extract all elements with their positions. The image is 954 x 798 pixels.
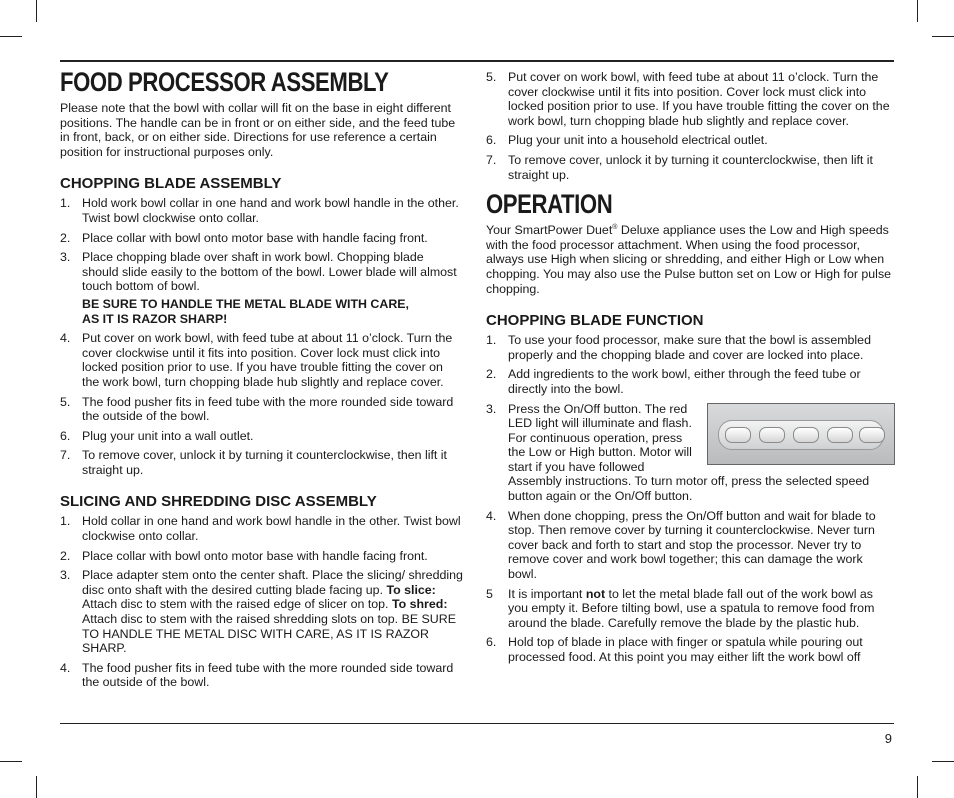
list-item: 3. Place adapter stem onto the center shaft. Place the slicing/ shredding disc onto shaft with the desired cutting blade facing up. To slice: Attach disc to stem with the raised edge of slicer on top. To shred: Attach disc to stem with the raised shredding slots on top. BE SURE TO HANDLE THE METAL DISC WITH CARE, AS IT IS RAZOR SHARP. [60,568,463,656]
left-column [60,66,463,695]
list-item: 1. Hold work bowl collar in one hand and work bowl handle in the other. Twist bowl clockwise onto collar. [60,196,459,225]
list-item: 4. When done chopping, press the On/Off button and wait for blade to stop. Then remove cover by turning it counterclockwise. Never turn cover back and forth to start and stop the processor. Never try to remove cover and work bowl together; this can damage the work bowl. [486,508,876,582]
button-icon [725,427,751,443]
crop-mark [932,36,954,37]
control-panel-photo [707,403,895,465]
blade-warning: BE SURE TO HANDLE THE METAL BLADE WITH CARE, AS IT IS RAZOR SHARP! [82,296,409,326]
assembly-continued-steps [486,70,895,182]
list-item: 6. Hold top of blade in place with finger or spatula while pouring out processed food. At this point you may either lift the work bowl off [486,635,863,664]
assembly-intro: Please note that the bowl with collar will fit on the base in eight different positions. The handle can be in front or on either side, and the feed tube in front, back, or on either side. Directions for use reference a certain position for instructional purposes only. [60,101,456,159]
chopping-function-steps [486,333,895,664]
list-item: 7. To remove cover, unlock it by turning it counterclockwise, then lift it straight up. [60,448,447,477]
button-icon [793,427,819,443]
slicing-assembly-steps [60,514,463,690]
chopping-assembly-steps [60,196,463,294]
chopping-function-heading: CHOPPING BLADE FUNCTION [486,312,704,330]
crop-mark [932,761,954,762]
list-item: 4. The food pusher fits in feed tube with the more rounded side toward the outside of the bowl. [60,660,454,690]
top-rule [60,60,894,62]
assembly-title: FOOD PROCESSOR ASSEMBLY [60,67,389,97]
list-item: 7. To remove cover, unlock it by turning it counterclockwise, then lift it straight up. [486,152,873,182]
list-item: 3. Press the On/Off button. The red LED light will illuminate and flash. For continuous operation, press the Low or High button. Motor will start if you have followed Assembly instructions. To turn motor off, press the selected speed button again or the On/Off button. [486,402,895,504]
list-item: 4. Put cover on work bowl, with feed tube at about 11 o’clock. Turn the cover clockwise until it fits into position. Cover lock must click into locked position prior to use. If you have trouble fitting the cover on the work bowl, turn chopping blade hub slightly and replace cover. [60,331,453,389]
list-item: 6. Plug your unit into a household electrical outlet. [486,133,768,148]
list-item: 2. Place collar with bowl onto motor base with handle facing front. [60,230,428,245]
list-item: 5 It is important not to let the metal blade fall out of the work bowl as you empty it. Before tilting bowl, use a spatula to remove food from around the blade. Carefully remove the blade by the plastic hub. [486,586,875,630]
button-icon [859,427,885,443]
operation-intro: Your SmartPower Duet® Deluxe appliance uses the Low and High speeds with the food processor attachment. When using the food processor, always use High when slicing or shredding, and either High or Low when chopping. You may also use the Pulse button set on Low or High for pulse chopping. [486,223,892,296]
crop-mark [36,0,37,22]
list-item: 6. Plug your unit into a wall outlet. [60,428,254,443]
page-number: 9 [884,731,892,746]
list-item: 2. Place collar with bowl onto motor base with handle facing front. [60,548,428,563]
crop-mark [0,36,22,37]
crop-mark [917,776,918,798]
button-icon [759,427,785,443]
list-item: 3. Place chopping blade over shaft in work bowl. Chopping blade should slide easily to the bottom of the bowl. Lower blade will almost touch bottom of bowl. [60,250,457,294]
slicing-assembly-heading: SLICING AND SHREDDING DISC ASSEMBLY [60,493,377,511]
crop-mark [0,761,22,762]
list-item: 2. Add ingredients to the work bowl, either through the feed tube or directly into the bowl. [486,367,861,396]
crop-mark [917,0,918,22]
list-item: 5. The food pusher fits in feed tube with the more rounded side toward the outside of the bowl. [60,394,454,424]
operation-title: OPERATION [486,189,613,220]
right-column [486,70,895,670]
button-icon [827,427,853,443]
crop-mark [36,776,37,798]
list-item: 1. Hold collar in one hand and work bowl handle in the other. Twist bowl clockwise onto collar. [60,514,461,544]
button-strip [718,420,884,450]
list-item: 1. To use your food processor, make sure that the bowl is assembled properly and the chopping blade and cover are locked into place. [486,333,871,362]
chopping-assembly-heading: CHOPPING BLADE ASSEMBLY [60,175,282,193]
bottom-rule [60,723,894,724]
list-item: 5. Put cover on work bowl, with feed tube at about 11 o’clock. Turn the cover clockwise until it fits into position. Cover lock must click into locked position prior to use. If you have trouble fitting the cover on the work bowl, turn chopping blade hub slightly and replace cover. [486,70,890,128]
